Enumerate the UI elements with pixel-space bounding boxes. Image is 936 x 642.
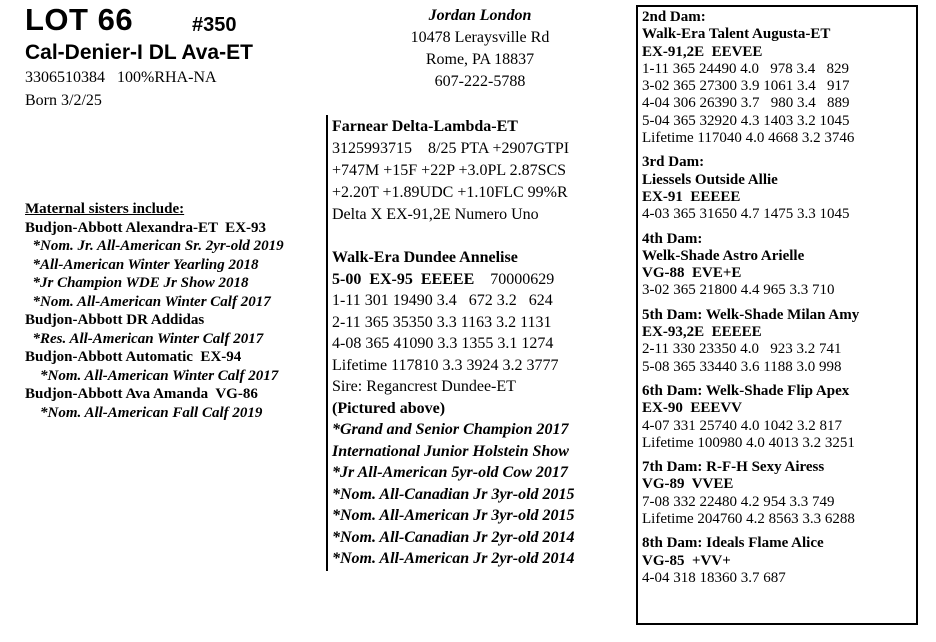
ancestor-dam-entry: [642, 307, 859, 376]
dam-spacer: [642, 147, 859, 154]
ancestor-dam-entry: [642, 383, 859, 452]
dam-detail-line: 4-08 365 41090 3.3 1355 3.1 1274: [332, 335, 554, 352]
ancestor-dam-line: 1-11 365 24490 4.0 978 3.4 829: [642, 60, 849, 77]
ancestor-dam-line: EX-90 EEEVV: [642, 400, 743, 417]
ancestor-dam-line: 5th Dam: Welk-Shade Milan Amy: [642, 306, 860, 323]
dam-detail-line: Sire: Regancrest Dundee-ET: [332, 378, 516, 395]
maternal-sisters-heading: Maternal sisters include:: [25, 201, 185, 217]
sister-award: *Nom. All-American Winter Calf 2017: [25, 293, 271, 310]
sister-name: Budjon-Abbott DR Addidas: [25, 312, 205, 328]
ancestor-dam-entry: [642, 9, 859, 147]
maternal-sisters-list: [25, 219, 284, 423]
ancestor-dam-line: 2-11 330 23350 4.0 923 3.2 741: [642, 341, 842, 358]
dam-spacer: [642, 452, 859, 459]
dam-detail-line: *Nom. All-American Jr 3yr-old 2015: [332, 507, 575, 524]
animal-name: Cal-Denier-I DL Ava-ET: [25, 41, 253, 64]
ancestor-dam-line: Lifetime 100980 4.0 4013 3.2 3251: [642, 434, 855, 451]
sire-details: [332, 138, 569, 226]
dam-detail-line: 1-11 301 19490 3.4 672 3.2 624: [332, 292, 553, 309]
sister-name: Budjon-Abbott Ava Amanda VG-86: [25, 386, 258, 402]
ancestor-dam-line: 2nd Dam:: [642, 9, 706, 25]
maternal-sisters-section: [25, 200, 284, 422]
ancestor-dam-line: 3rd Dam:: [642, 154, 705, 171]
sister-award: *Nom. All-American Fall Calf 2019: [25, 404, 263, 421]
sister-award: *Jr Champion WDE Jr Show 2018: [25, 275, 249, 291]
consignor-city: Rome, PA 18837: [425, 51, 535, 68]
ancestor-dam-line: 7th Dam: R-F-H Sexy Airess: [642, 459, 825, 476]
dam-classification-line: [332, 269, 575, 291]
ancestor-dam-line: 5-04 365 32920 4.3 1403 3.2 1045: [642, 112, 850, 129]
dam-detail-line: Lifetime 117810 3.3 3924 3.2 3777: [332, 356, 559, 374]
consignor-block: [340, 5, 620, 93]
dam-detail-line: *Nom. All-Canadian Jr 3yr-old 2015: [332, 485, 575, 503]
sire-block: [332, 116, 569, 226]
ancestor-dam-line: EX-91,2E EEVEE: [642, 43, 763, 60]
sire-name: Farnear Delta-Lambda-ET: [332, 118, 518, 135]
registration-info: 3306510384 100%RHA-NA: [25, 69, 217, 86]
ancestor-dam-line: 7-08 332 22480 4.2 954 3.3 749: [642, 493, 835, 510]
dam-spacer: [642, 376, 859, 383]
sister-award: *Nom. Jr. All-American Sr. 2yr-old 2019: [25, 238, 284, 254]
ancestor-dam-line: Liessels Outside Allie: [642, 171, 778, 188]
consignor-address: 10478 Leraysville Rd: [410, 29, 550, 46]
lot-number: #350: [192, 14, 237, 36]
ancestor-dam-line: VG-89 VVEE: [642, 476, 734, 493]
dam-detail-line: *Grand and Senior Champion 2017: [332, 421, 569, 438]
pedigree-bracket-line: [326, 115, 328, 571]
ancestor-dam-line: EX-93,2E EEEEE: [642, 324, 762, 341]
ancestor-dam-line: 6th Dam: Welk-Shade Flip Apex: [642, 382, 850, 399]
sister-name: Budjon-Abbott Alexandra-ET EX-93: [25, 219, 267, 236]
ancestor-dam-line: 4-04 306 26390 3.7 980 3.4 889: [642, 95, 850, 112]
sire-detail-line: +2.20T +1.89UDC +1.10FLC 99%R: [332, 184, 568, 201]
ancestor-dams-list: [642, 9, 859, 587]
ancestor-dam-line: 3-02 365 21800 4.4 965 3.3 710: [642, 282, 835, 299]
dam-details: [332, 290, 575, 570]
sister-award: *Nom. All-American Winter Calf 2017: [25, 367, 279, 384]
dam-spacer: [642, 528, 859, 535]
ancestor-dam-line: Walk-Era Talent Augusta-ET: [642, 26, 831, 43]
dam-classification: 5-00 EX-95 EEEEE: [332, 270, 475, 288]
sister-award: *Res. All-American Winter Calf 2017: [25, 330, 264, 347]
dam-detail-line: (Pictured above): [332, 399, 446, 417]
sire-detail-line: 3125993715 8/25 PTA +2907GTPI: [332, 140, 570, 157]
consignor-name: Jordan London: [428, 7, 532, 24]
ancestor-dam-entry: [642, 459, 859, 528]
birth-date: Born 3/2/25: [25, 92, 102, 109]
sister-name: Budjon-Abbott Automatic EX-94: [25, 349, 242, 365]
ancestor-dam-line: 4-03 365 31650 4.7 1475 3.3 1045: [642, 206, 850, 223]
ancestor-dam-line: VG-85 +VV+: [642, 552, 731, 569]
dam-spacer: [642, 300, 859, 307]
sire-detail-line: +747M +15F +22P +3.0PL 2.87SCS: [332, 162, 567, 179]
ancestor-dam-entry: [642, 535, 859, 587]
ancestor-dam-line: EX-91 EEEEE: [642, 188, 741, 205]
dam-detail-line: *Nom. All-Canadian Jr 2yr-old 2014: [332, 528, 575, 546]
ancestor-dam-line: 8th Dam: Ideals Flame Alice: [642, 535, 824, 552]
ancestor-dam-line: 3-02 365 27300 3.9 1061 3.4 917: [642, 78, 850, 95]
sister-award: *All-American Winter Yearling 2018: [25, 256, 259, 273]
ancestor-dam-entry: [642, 154, 859, 223]
dam-detail-line: *Jr All-American 5yr-old Cow 2017: [332, 464, 568, 481]
lot-label: LOT 66: [25, 2, 134, 37]
ancestor-dam-line: 4-04 318 18360 3.7 687: [642, 569, 786, 586]
ancestor-dam-line: VG-88 EVE+E: [642, 265, 742, 282]
ancestor-dam-entry: [642, 231, 859, 300]
dam-detail-line: *Nom. All-American Jr 2yr-old 2014: [332, 550, 575, 567]
dam-spacer: [642, 224, 859, 231]
ancestor-dam-line: Welk-Shade Astro Arielle: [642, 247, 805, 264]
ancestor-dam-line: 4th Dam:: [642, 230, 703, 247]
ancestor-dam-line: Lifetime 204760 4.2 8563 3.3 6288: [642, 511, 855, 528]
dam-block: [332, 247, 575, 570]
dam-registration: 70000629: [474, 270, 555, 288]
ancestor-dam-line: 5-08 365 33440 3.6 1188 3.0 998: [642, 358, 842, 375]
ancestor-dam-line: 4-07 331 25740 4.0 1042 3.2 817: [642, 417, 842, 434]
dam-detail-line: International Junior Holstein Show: [332, 442, 569, 460]
sire-detail-line: Delta X EX-91,2E Numero Uno: [332, 206, 539, 223]
dam-name: Walk-Era Dundee Annelise: [332, 249, 518, 266]
dam-detail-line: 2-11 365 35350 3.3 1163 3.2 1131: [332, 313, 552, 331]
consignor-phone: 607-222-5788: [434, 73, 526, 90]
ancestor-dam-line: Lifetime 117040 4.0 4668 3.2 3746: [642, 130, 855, 147]
